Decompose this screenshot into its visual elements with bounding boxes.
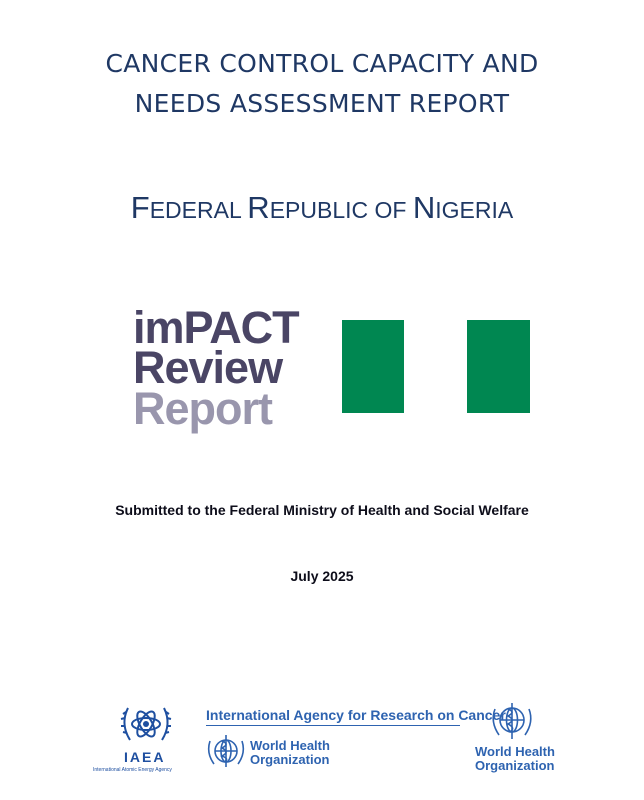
who-name-center-line-1: World Health (250, 738, 330, 753)
report-date: July 2025 (290, 568, 354, 584)
iarc-divider (206, 725, 460, 726)
report-title-line-1: CANCER CONTROL CAPACITY AND (105, 49, 539, 78)
iaea-full-name: International Atomic Energy Agency (93, 767, 172, 773)
iaea-atom-icon (118, 700, 174, 748)
iaea-name: IAEA (124, 749, 166, 765)
who-name-right-line-1: World Health (475, 744, 555, 759)
flag-green-band-right (467, 320, 530, 413)
report-title-line-2: NEEDS ASSESSMENT REPORT (134, 89, 510, 118)
who-emblem-icon (206, 731, 246, 771)
who-name-center-line-2: Organization (250, 752, 330, 767)
impact-logo-line-1: imPACT (133, 302, 299, 353)
submitted-to: Submitted to the Federal Ministry of Health and Social Welfare (115, 502, 529, 518)
who-emblem-icon (489, 699, 535, 743)
iarc-name: International Agency for Research on Cancer (206, 707, 506, 723)
impact-logo-line-3: Report (133, 383, 272, 434)
flag-green-band-left (342, 320, 404, 413)
country-name: FEDERAL REPUBLIC OF NIGERIA (130, 190, 514, 225)
who-name-right-line-2: Organization (475, 758, 555, 773)
impact-logo-line-2: Review (133, 342, 283, 393)
